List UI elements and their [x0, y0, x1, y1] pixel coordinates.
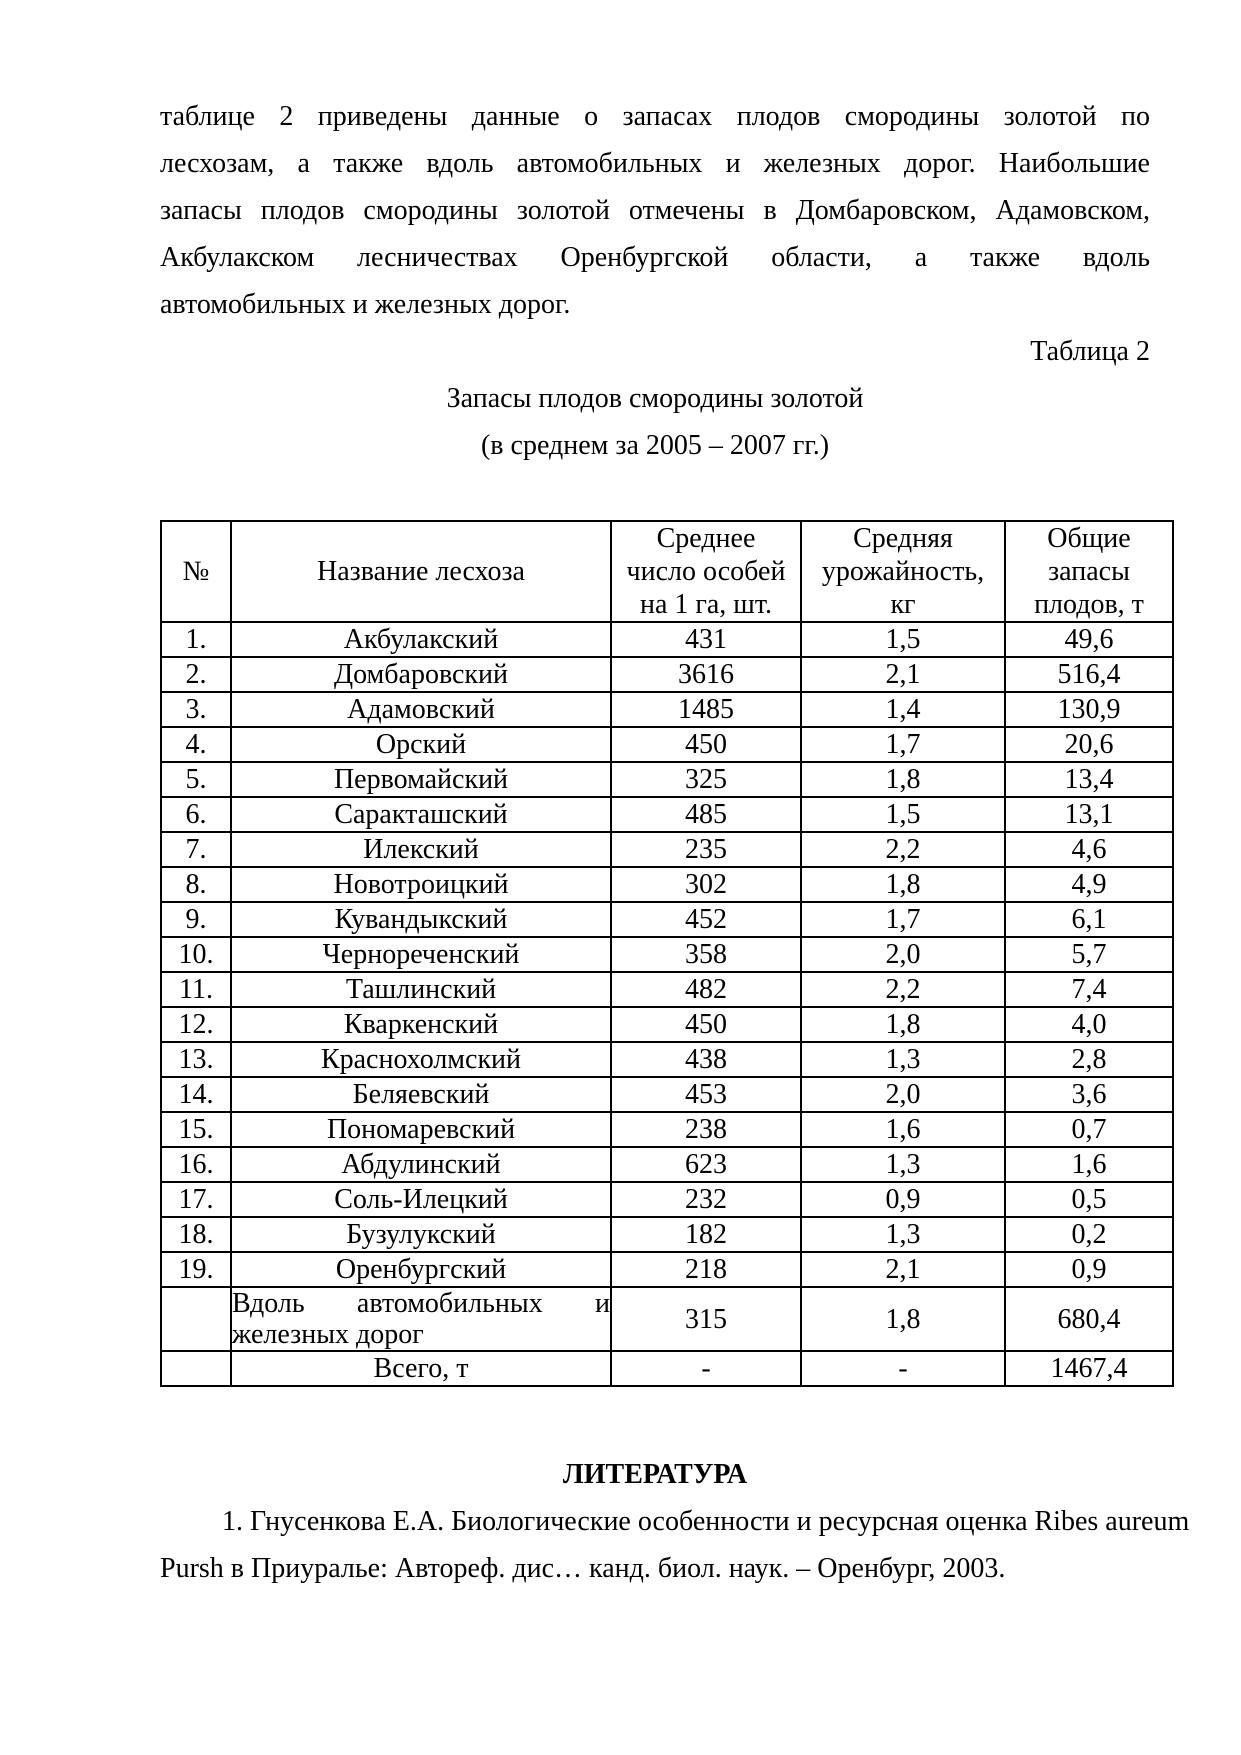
- header-number: №: [161, 521, 231, 622]
- cell-density: 235: [611, 832, 801, 867]
- cell-yield: 1,3: [801, 1042, 1005, 1077]
- cell-name: Акбулакский: [231, 622, 611, 657]
- cell-name: Илекский: [231, 832, 611, 867]
- cell-name: Оренбургский: [231, 1252, 611, 1287]
- cell-name: Кваркенский: [231, 1007, 611, 1042]
- table-title: Запасы плодов смородины золотой: [446, 383, 864, 414]
- cell-name: Ташлинский: [231, 972, 611, 1007]
- cell-name: Всего, т: [231, 1351, 611, 1386]
- table-row: [161, 1147, 1173, 1182]
- cell-name: Орский: [231, 727, 611, 762]
- cell-density: 218: [611, 1252, 801, 1287]
- table-row: [161, 1287, 1173, 1351]
- cell-stock: 7,4: [1005, 972, 1173, 1007]
- text-line: железных дорог: [232, 1319, 424, 1350]
- cell-yield: 1,5: [801, 622, 1005, 657]
- cell-name: Адамовский: [231, 692, 611, 727]
- cell-density: 450: [611, 727, 801, 762]
- cell-stock: 1467,4: [1005, 1351, 1173, 1386]
- cell-number: 7.: [161, 832, 231, 867]
- cell-number: 11.: [161, 972, 231, 1007]
- cell-number: 19.: [161, 1252, 231, 1287]
- cell-name: Кувандыкский: [231, 902, 611, 937]
- cell-yield: 1,3: [801, 1147, 1005, 1182]
- header-name: Название лесхоза: [231, 521, 611, 622]
- cell-stock: 0,7: [1005, 1112, 1173, 1147]
- header-line: число особей: [626, 556, 786, 587]
- cell-yield: 2,2: [801, 832, 1005, 867]
- cell-name: [231, 1287, 611, 1351]
- text-line: лесхозам, а также вдоль автомобильных и железных дорог. Наибольшие: [160, 148, 1150, 179]
- cell-number: 16.: [161, 1147, 231, 1182]
- cell-density: 182: [611, 1217, 801, 1252]
- cell-stock: 13,4: [1005, 762, 1173, 797]
- cell-stock: 6,1: [1005, 902, 1173, 937]
- cell-density: -: [611, 1351, 801, 1386]
- table-row: [161, 1351, 1173, 1386]
- table-row: [161, 902, 1173, 937]
- cell-density: 232: [611, 1182, 801, 1217]
- text-line: таблице 2 приведены данные о запасах плодов смородины золотой по: [160, 101, 1150, 132]
- table-row: [161, 1042, 1173, 1077]
- cell-density: 302: [611, 867, 801, 902]
- table-row: [161, 657, 1173, 692]
- cell-density: 3616: [611, 657, 801, 692]
- cell-number: 8.: [161, 867, 231, 902]
- cell-yield: 0,9: [801, 1182, 1005, 1217]
- cell-stock: 4,9: [1005, 867, 1173, 902]
- cell-stock: 2,8: [1005, 1042, 1173, 1077]
- table-row: [161, 692, 1173, 727]
- header-line: запасы: [1048, 556, 1130, 587]
- header-yield: [801, 521, 1005, 622]
- cell-density: 238: [611, 1112, 801, 1147]
- cell-name: Саракташский: [231, 797, 611, 832]
- cell-density: 482: [611, 972, 801, 1007]
- header-line: урожайность,: [821, 556, 985, 587]
- cell-yield: 2,1: [801, 657, 1005, 692]
- cell-yield: 2,2: [801, 972, 1005, 1007]
- cell-yield: 1,6: [801, 1112, 1005, 1147]
- cell-number: 10.: [161, 937, 231, 972]
- text-line: Вдоль автомобильных и: [232, 1288, 610, 1319]
- table-row: [161, 762, 1173, 797]
- cell-density: 358: [611, 937, 801, 972]
- table-row: [161, 1182, 1173, 1217]
- cell-density: 315: [611, 1287, 801, 1351]
- table-row: [161, 867, 1173, 902]
- cell-yield: 1,7: [801, 902, 1005, 937]
- cell-name: Краснохолмский: [231, 1042, 611, 1077]
- table-body: [161, 622, 1173, 1386]
- table-row: [161, 1217, 1173, 1252]
- header-line: Среднее: [656, 523, 756, 554]
- cell-number: 15.: [161, 1112, 231, 1147]
- cell-stock: 130,9: [1005, 692, 1173, 727]
- stocks-table: [160, 520, 1174, 1387]
- cell-stock: 13,1: [1005, 797, 1173, 832]
- cell-stock: 680,4: [1005, 1287, 1173, 1351]
- cell-number: 5.: [161, 762, 231, 797]
- header-line: плодов, т: [1034, 589, 1144, 620]
- cell-density: 453: [611, 1077, 801, 1112]
- cell-number: [161, 1287, 231, 1351]
- cell-density: 485: [611, 797, 801, 832]
- cell-number: 14.: [161, 1077, 231, 1112]
- text-line: запасы плодов смородины золотой отмечены в Домбаровском, Адамовском,: [160, 195, 1150, 226]
- table-row: [161, 797, 1173, 832]
- cell-name: Пономаревский: [231, 1112, 611, 1147]
- cell-yield: 1,5: [801, 797, 1005, 832]
- text-line: автомобильных и железных дорог.: [160, 289, 571, 320]
- header-line: кг: [890, 589, 916, 620]
- cell-stock: 4,6: [1005, 832, 1173, 867]
- cell-stock: 0,5: [1005, 1182, 1173, 1217]
- cell-stock: 0,2: [1005, 1217, 1173, 1252]
- cell-stock: 49,6: [1005, 622, 1173, 657]
- text-line: 1. Гнусенкова Е.А. Биологические особенности и ресурсная оценка Ribes aureum: [222, 1506, 1190, 1537]
- cell-number: [161, 1351, 231, 1386]
- text-line: Pursh в Приуралье: Автореф. дис… канд. биол. наук. – Оренбург, 2003.: [160, 1553, 1006, 1584]
- cell-number: 12.: [161, 1007, 231, 1042]
- cell-density: 438: [611, 1042, 801, 1077]
- cell-stock: 0,9: [1005, 1252, 1173, 1287]
- literature-entry: [160, 1498, 1190, 1592]
- cell-number: 1.: [161, 622, 231, 657]
- cell-stock: 5,7: [1005, 937, 1173, 972]
- table-row: [161, 1077, 1173, 1112]
- intro-paragraph: [160, 0, 1150, 328]
- table-row: [161, 1112, 1173, 1147]
- header-line: на 1 га, шт.: [639, 589, 772, 620]
- cell-density: 452: [611, 902, 801, 937]
- cell-name: Бузулукский: [231, 1217, 611, 1252]
- header-stock: [1005, 521, 1173, 622]
- cell-density: 325: [611, 762, 801, 797]
- cell-name: Чернореченский: [231, 937, 611, 972]
- cell-stock: 4,0: [1005, 1007, 1173, 1042]
- header-line: Средняя: [853, 523, 953, 554]
- cell-yield: 2,0: [801, 937, 1005, 972]
- cell-stock: 20,6: [1005, 727, 1173, 762]
- cell-stock: 1,6: [1005, 1147, 1173, 1182]
- cell-name: Новотроицкий: [231, 867, 611, 902]
- cell-yield: 1,8: [801, 762, 1005, 797]
- cell-number: 13.: [161, 1042, 231, 1077]
- table-row: [161, 937, 1173, 972]
- cell-number: 6.: [161, 797, 231, 832]
- cell-number: 18.: [161, 1217, 231, 1252]
- table-row: [161, 832, 1173, 867]
- cell-number: 17.: [161, 1182, 231, 1217]
- table-subtitle: (в среднем за 2005 – 2007 гг.): [480, 430, 830, 461]
- cell-name: Беляевский: [231, 1077, 611, 1112]
- cell-yield: 1,7: [801, 727, 1005, 762]
- table-row: [161, 1252, 1173, 1287]
- text-line: Акбулакском лесничествах Оренбургской области, а также вдоль: [160, 242, 1150, 273]
- cell-name: Первомайский: [231, 762, 611, 797]
- cell-yield: 1,4: [801, 692, 1005, 727]
- table-header-row: [161, 521, 1173, 622]
- table-row: [161, 727, 1173, 762]
- table-row: [161, 1007, 1173, 1042]
- cell-name: Домбаровский: [231, 657, 611, 692]
- cell-yield: 2,0: [801, 1077, 1005, 1112]
- header-density: [611, 521, 801, 622]
- header-line: Общие: [1047, 523, 1131, 554]
- cell-name: Соль-Илецкий: [231, 1182, 611, 1217]
- cell-yield: 1,3: [801, 1217, 1005, 1252]
- table-label: Таблица 2: [1030, 336, 1150, 367]
- cell-name: Абдулинский: [231, 1147, 611, 1182]
- cell-density: 431: [611, 622, 801, 657]
- cell-number: 9.: [161, 902, 231, 937]
- cell-density: 450: [611, 1007, 801, 1042]
- cell-density: 1485: [611, 692, 801, 727]
- cell-yield: 1,8: [801, 1007, 1005, 1042]
- table-row: [161, 622, 1173, 657]
- cell-number: 4.: [161, 727, 231, 762]
- cell-number: 3.: [161, 692, 231, 727]
- table-row: [161, 972, 1173, 1007]
- cell-density: 623: [611, 1147, 801, 1182]
- cell-stock: 516,4: [1005, 657, 1173, 692]
- cell-yield: 1,8: [801, 1287, 1005, 1351]
- literature-heading: ЛИТЕРАТУРА: [562, 1459, 748, 1490]
- cell-yield: 1,8: [801, 867, 1005, 902]
- cell-yield: 2,1: [801, 1252, 1005, 1287]
- cell-yield: -: [801, 1351, 1005, 1386]
- cell-stock: 3,6: [1005, 1077, 1173, 1112]
- cell-number: 2.: [161, 657, 231, 692]
